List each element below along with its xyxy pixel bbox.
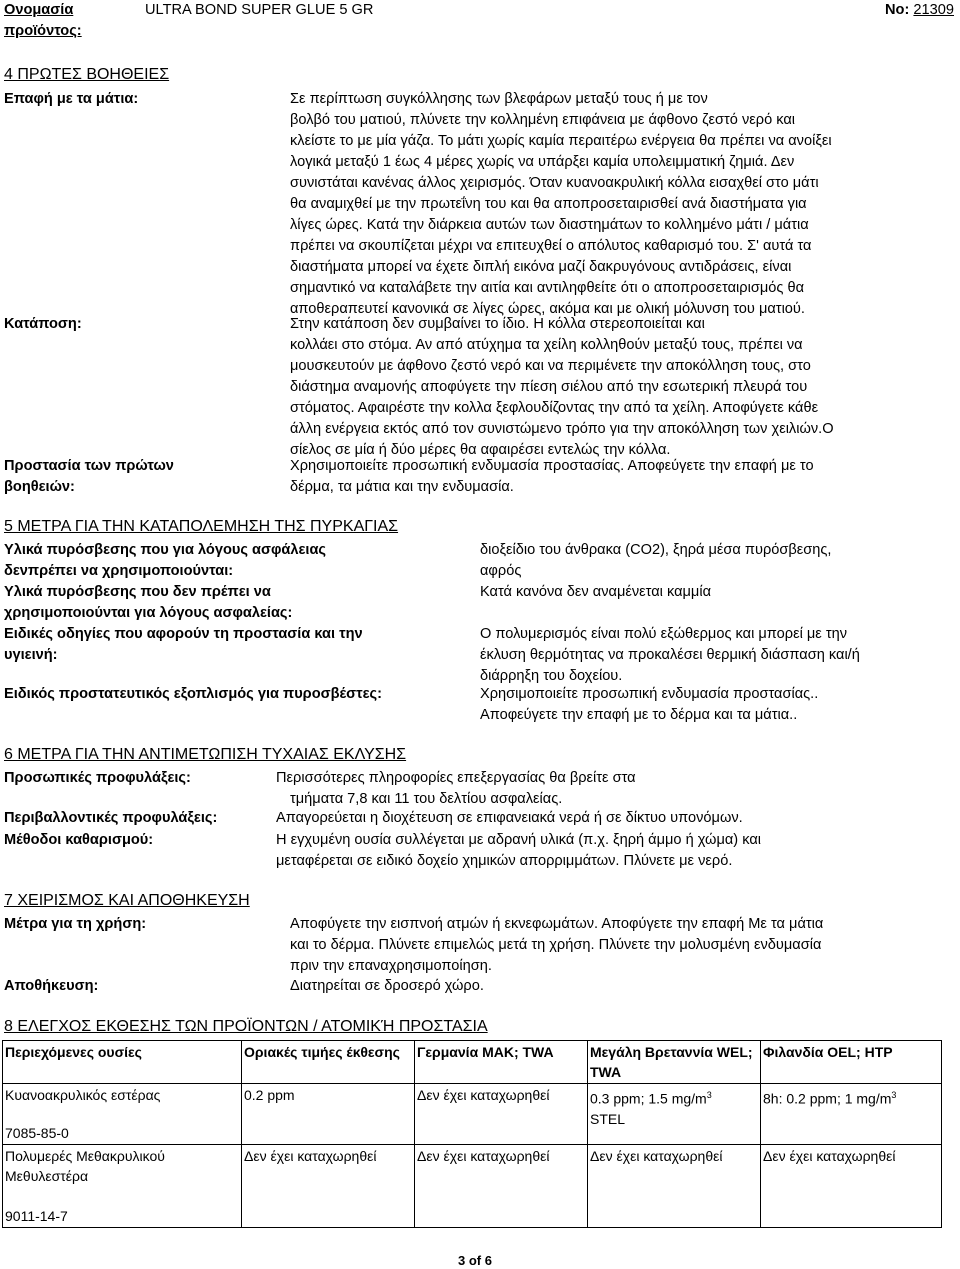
fire-row-1-value [480, 540, 832, 582]
storage-label: Αποθήκευση: [4, 978, 99, 994]
first-aid-protection-text [290, 456, 814, 498]
first-aid-protection-label-line2: βοηθειών: [4, 479, 75, 495]
fire-label-line: Ειδικός προστατευτικός εξοπλισμός για πυροσβέστες: [4, 686, 382, 702]
use-line: πριν την επαναχρησιμοποίηση. [290, 958, 492, 974]
section-4-title: 4 ΠΡΩΤΕΣ ΒΟΗΘΕΙΕΣ [4, 66, 170, 83]
fire-label-line: Υλικά πυρόσβεσης που για λόγους ασφάλειας [4, 542, 327, 558]
storage-text [290, 976, 484, 997]
eye-contact-label: Επαφή με τα μάτια: [4, 91, 139, 107]
cleaning-methods-text [276, 830, 761, 872]
document-number-label: No: [885, 2, 910, 18]
table-header-row [3, 1041, 942, 1084]
ingestion-line: Στην κατάποση δεν συμβαίνει το ίδιο. Η κόλλα στερεοποιείται και [290, 316, 705, 332]
eye-line: λίγες ώρες. Κατά την διάρκεια αυτών των διαστημάτων το κολλημένο μάτι / μάτια [290, 217, 809, 233]
finland-cell [761, 1084, 942, 1145]
section-7-title: 7 ΧΕΙΡΙΣΜΟΣ ΚΑΙ ΑΠΟΘΗΚΕΥΣΗ [4, 892, 250, 909]
fire-row-1-label [4, 540, 326, 582]
eye-line: σημαντικό να καταλάβετε την αιτία και αντιληφθείτε ότι ο αποπροσεταιρισμός θα [290, 280, 805, 296]
fire-label-line: Υλικά πυρόσβεσης που δεν πρέπει να [4, 584, 271, 600]
fire-value-line: Αποφεύγετε την επαφή με το δέρμα και τα μάτια.. [480, 707, 798, 723]
uk-cell [588, 1084, 761, 1145]
substance-name: Κυανοακρυλικός εστέρας [5, 1087, 161, 1103]
fire-row-4-label [4, 684, 382, 705]
header-germany: Γερμανία MAK; TWA [415, 1041, 588, 1084]
product-name: ULTRA BOND SUPER GLUE 5 GR [145, 2, 374, 18]
fire-value-line: διάρρηξη του δοχείου. [480, 668, 623, 684]
table-row [3, 1084, 942, 1145]
first-aid-protection-label [4, 456, 174, 498]
eye-line: συνιστάται κανένας άλλος χειρισμός. Όταν κυανοακρυλική κόλλα εισαχθεί στο μάτι [290, 175, 819, 191]
finland-cell: Δεν έχει καταχωρηθεί [761, 1145, 942, 1228]
eye-line: λογικά μεταξύ 1 έως 4 μέρες χωρίς να υπάρξει καμία υπολειμματική ζημιά. Δεν [290, 154, 795, 170]
cas-number: 9011-14-7 [5, 1208, 68, 1224]
ingestion-label: Κατάποση: [4, 316, 82, 332]
protection-line: δέρμα, τα μάτια και την ενδυμασία. [290, 479, 514, 495]
fire-row-4-value [480, 684, 818, 726]
personal-line: Περισσότερες πληροφορίες επεξεργασίας θα βρείτε στα [276, 770, 636, 786]
uk-cell: Δεν έχει καταχωρηθεί [588, 1145, 761, 1228]
env-line: Απαγορεύεται η διοχέτευση σε επιφανειακά νερά ή σε δίκτυο υπονόμων. [276, 810, 743, 826]
fire-value-line: Χρησιμοποιείτε προσωπική ενδυμασία προστασίας.. [480, 686, 819, 702]
eye-line: αποθεραπευτεί κανονικά σε λίγες ώρες, ακόμα και με ολική μόλυνση του ματιού. [290, 301, 805, 317]
eye-line: διαστήματα μπορεί να έχετε διπλή εικόνα μαζί δακρυγόνους αντιδράσεις, είναι [290, 259, 792, 275]
finland-value: 8h: 0.2 ppm; 1 mg/m [763, 1090, 892, 1107]
clean-line: Η εγχυμένη ουσία συλλέγεται με αδρανή υλικά (π.χ. ξηρή άμμο ή χώμα) και [276, 832, 761, 848]
storage-line: Διατηρείται σε δροσερό χώρο. [290, 978, 484, 994]
germany-cell: Δεν έχει καταχωρηθεί [415, 1084, 588, 1145]
eye-line: πρέπει να σκουπίζεται μέχρι να επιτευχθεί ο απόλυτος καθαρισμό του. Σ' αυτά τα [290, 238, 812, 254]
ingestion-line: στόματος. Αφαιρέστε την κολλα ξεφλουδίζοντας την από τα χείλη. Αποφύγετε κάθε [290, 400, 819, 416]
fire-value-line: διοξείδιο του άνθρακα (CO2), ξηρά μέσα πυρόσβεσης, [480, 542, 832, 558]
ingestion-line: κολλάει στο στόμα. Αν από ατύχημα τα χείλη κολληθούν μεταξύ τους, πρέπει να [290, 337, 803, 353]
section-5-title: 5 ΜΕΤΡΑ ΓΙΑ ΤΗΝ ΚΑΤΑΠΟΛΕΜΗΣΗ ΤΗΣ ΠΥΡΚΑΓΙΑΣ [4, 518, 399, 535]
environmental-precautions-label: Περιβαλλοντικές προφυλάξεις: [4, 810, 218, 826]
fire-row-3-value [480, 624, 860, 687]
ingestion-line: διάστημα αναμονής αποφύγετε την πίεση σιέλου από την εσωτερική πλευρά του [290, 379, 808, 395]
fire-row-2-label [4, 582, 292, 624]
header-limit-values: Οριακές τιμήες έκθεσης [242, 1041, 415, 1084]
usage-measures-label: Μέτρα για τη χρήση: [4, 916, 147, 932]
limit-cell: Δεν έχει καταχωρηθεί [242, 1145, 415, 1228]
ingestion-line: σίελος σε μία ή δύο μέρες θα αφαιρέσει εντελώς την κόλλα. [290, 442, 671, 458]
header-uk: Μεγάλη Βρεταννία WEL; TWA [588, 1041, 761, 1084]
table-row [3, 1145, 942, 1228]
header-substances: Περιεχόμενες ουσίες [3, 1041, 242, 1084]
section-6-title: 6 ΜΕΤΡΑ ΓΙΑ ΤΗΝ ΑΝΤΙΜΕΤΩΠΙΣΗ ΤΥΧΑΙΑΣ ΕΚΛΥΣΗΣ [4, 746, 407, 763]
ingestion-text [290, 314, 834, 461]
page-number: 3 of 6 [458, 1253, 492, 1268]
document-number-value: 21309 [913, 2, 954, 18]
use-line: και το δέρμα. Πλύνετε επιμελώς μετά τη χρήση. Πλύνετε την μολυσμένη ενδυμασία [290, 937, 822, 953]
limit-cell: 0.2 ppm [242, 1084, 415, 1145]
ingestion-line: μουσκευτούν με άφθονο ζεστό νερό και να περιμένετε την αποκόλληση τους, στο [290, 358, 811, 374]
germany-cell: Δεν έχει καταχωρηθεί [415, 1145, 588, 1228]
personal-precautions-text [276, 768, 636, 810]
ingestion-line: άλλη ενέργεια εκτός από τον συνιστώμενο τρόπο για την αποκόλληση των χειλιών.Ο [290, 421, 834, 437]
header-finland: Φιλανδία OEL; HTP [761, 1041, 942, 1084]
fire-value-line: έκλυση θερμότητας να προκαλέσει θερμική διάσπαση και/ή [480, 647, 860, 663]
finland-unit-exponent: 3 [891, 1090, 897, 1100]
environmental-precautions-text [276, 808, 743, 829]
fire-label-line: δενπρέπει να χρησιμοποιούνται: [4, 563, 234, 579]
fire-value-line: αφρός [480, 563, 522, 579]
personal-precautions-label: Προσωπικές προφυλάξεις: [4, 770, 191, 786]
fire-label-line: Ειδικές οδηγίες που αφορούν τη προστασία και την [4, 626, 363, 642]
use-line: Αποφύγετε την εισπνοή ατμών ή εκνεφωμάτων. Αποφύγετε την επαφή Με τα μάτια [290, 916, 824, 932]
cleaning-methods-label: Μέθοδοι καθαρισμού: [4, 832, 154, 848]
eye-line: βολβό του ματιού, πλύνετε την κολλημένη επιφάνεια με άφθονο ζεστό νερό και [290, 112, 796, 128]
fire-row-3-label [4, 624, 363, 666]
uk-value: 0.3 ppm; 1.5 mg/m [590, 1090, 707, 1107]
substance-cell [3, 1084, 242, 1145]
eye-line: κλείστε το με μία γάζα. Το μάτι χωρίς καμία περαιτέρω ενέργεια θα πρέπει να ανοίξει [290, 133, 832, 149]
fire-value-line: Ο πολυμερισμός είναι πολύ εξώθερμος και μπορεί με την [480, 626, 848, 642]
fire-row-2-value [480, 582, 711, 603]
personal-line: τμήματα 7,8 και 11 του δελτίου ασφαλείας. [290, 791, 563, 807]
fire-value-line: Κατά κανόνα δεν αναμένεται καμμία [480, 584, 712, 600]
document-number [885, 0, 954, 21]
product-name-label-line2: προϊόντος: [4, 23, 82, 39]
substance-cell [3, 1145, 242, 1228]
uk-stel: STEL [590, 1110, 626, 1127]
clean-line: μεταφέρεται σε ειδικό δοχείο χημικών απορριμμάτων. Πλύνετε με νερό. [276, 853, 733, 869]
fire-label-line: υγιεινή: [4, 647, 58, 663]
fire-label-line: χρησιμοποιούνται για λόγους ασφαλείας: [4, 605, 293, 621]
uk-unit-exponent: 3 [706, 1090, 712, 1100]
product-name-label [4, 0, 82, 42]
eye-line: θα αναμιχθεί με την πρωτεΐνη του και θα αποπροσεταιρισθεί ανά διαστήματα για [290, 196, 807, 212]
product-name-label-line1: Ονομασία [4, 2, 74, 18]
cas-number: 7085-85-0 [5, 1125, 69, 1141]
substance-name: Πολυμερές Μεθακρυλικού Μεθυλεστέρα [5, 1148, 165, 1184]
eye-line: Σε περίπτωση συγκόλλησης των βλεφάρων μεταξύ τους ή με τον [290, 91, 708, 107]
eye-contact-text [290, 89, 832, 320]
exposure-limits-table [2, 1040, 942, 1228]
first-aid-protection-label-line1: Προστασία των πρώτων [4, 458, 174, 474]
section-8-title: 8 ΕΛΕΓΧΟΣ ΕΚΘΕΣΗΣ ΤΩΝ ΠΡΟΪΟΝΤΩΝ / ΑΤΟΜΙΚΉ ΠΡΟΣΤΑΣΙΑ [4, 1018, 488, 1035]
usage-measures-text [290, 914, 823, 977]
protection-line: Χρησιμοποιείτε προσωπική ενδυμασία προστασίας. Αποφεύγετε την επαφή με το [290, 458, 814, 474]
